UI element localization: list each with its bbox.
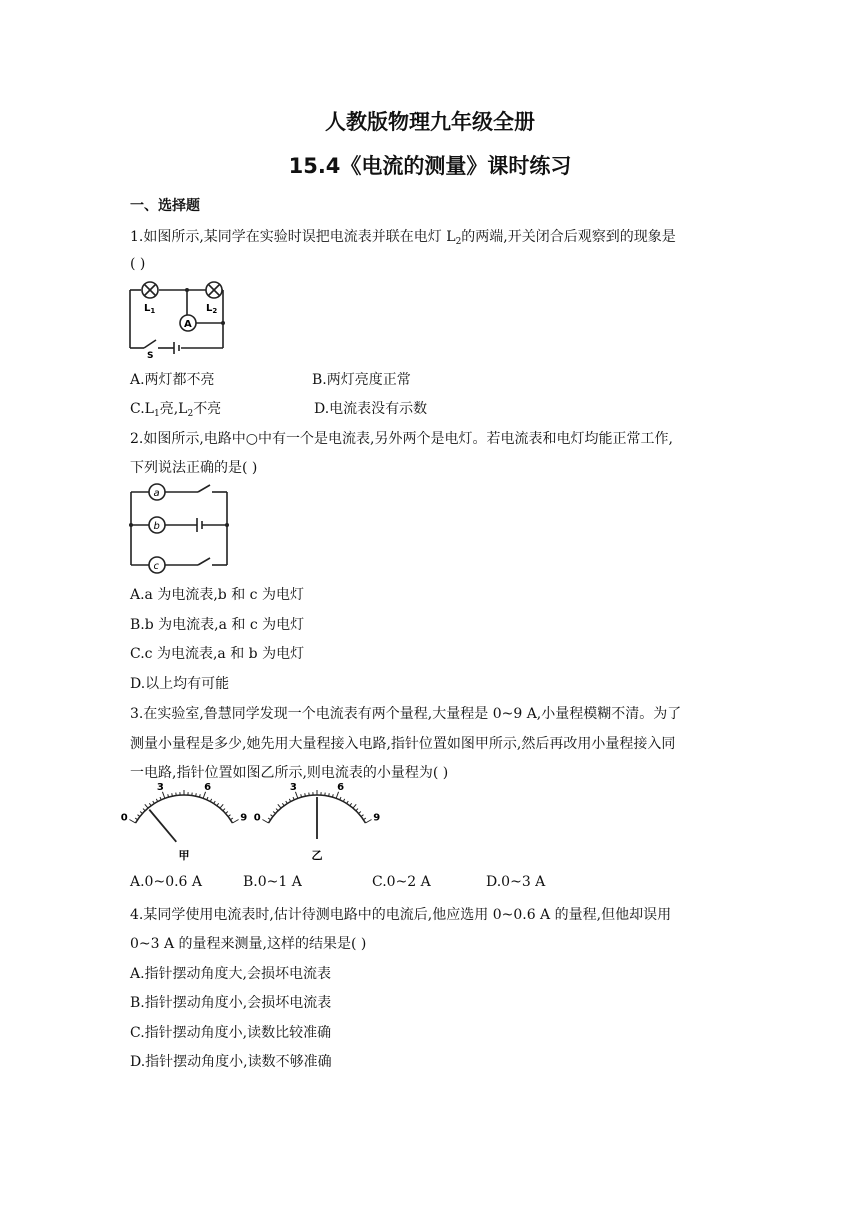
question-4-line-1: 4.某同学使用电流表时,估计待测电路中的电流后,他应选用 0~0.6 A 的量程,但他却误用 xyxy=(130,907,672,923)
meter-tick xyxy=(210,799,211,802)
meter-tick xyxy=(273,812,275,814)
question-3-line-2: 测量小量程是多少,她先用大量程接入电路,指针位置如图甲所示,然后再改用小量程接入同 xyxy=(130,736,676,752)
meter-tick-label: 6 xyxy=(204,782,212,794)
meter-tick xyxy=(276,809,278,811)
q1-lamp1-label: $L_1$ xyxy=(144,303,156,315)
q2-option-a: A.a 为电流表,b 和 c 为电灯 xyxy=(130,587,304,603)
q3-meter-figure xyxy=(120,782,385,865)
meter-tick xyxy=(214,801,216,804)
page-title: 人教版物理九年级全册 xyxy=(325,110,535,134)
q2-option-c: C.c 为电流表,a 和 b 为电灯 xyxy=(130,646,305,662)
meter-tick xyxy=(232,820,238,824)
q1-option-c-part: C.L xyxy=(130,401,154,417)
q3-option-a: A.0~0.6 A xyxy=(130,874,203,890)
q1-option-a: A.两灯都不亮 xyxy=(130,372,215,388)
meter-tick xyxy=(172,793,173,796)
meter-tick xyxy=(329,793,330,796)
q4-option-a: A.指针摆动角度大,会损坏电流表 xyxy=(130,966,332,982)
meter-tick xyxy=(143,809,145,811)
q3-option-d: D.0~3 A xyxy=(486,874,546,890)
question-1-text xyxy=(130,226,676,247)
meter-tick xyxy=(230,818,232,820)
meter-tick-label: 3 xyxy=(156,782,164,794)
meter-tick-label: 3 xyxy=(289,782,297,794)
meter-tick xyxy=(350,803,352,805)
meter-tick xyxy=(156,799,157,802)
meter-tick xyxy=(129,820,135,824)
q1-ammeter-label: A xyxy=(184,319,192,330)
q1-text-part: 1.如图所示,某同学在实验时误把电流表并联在电灯 L xyxy=(130,229,456,245)
question-4-line-2: 0~3 A 的量程来测量,这样的结果是( ) xyxy=(130,936,367,952)
meter-yi xyxy=(254,782,381,862)
q1-text-part: 的两端,开关闭合后观察到的现象是 xyxy=(461,229,676,245)
meter-tick xyxy=(356,809,358,811)
q1-option-c-part: 不亮 xyxy=(193,401,222,417)
q2-option-b: B.b 为电流表,a 和 c 为电灯 xyxy=(130,617,305,633)
meter-jia-label: 甲 xyxy=(178,849,190,862)
meter-tick-label: 6 xyxy=(337,782,345,794)
q2-meter-c-label: c xyxy=(153,561,159,572)
q1-option-b: B.两灯亮度正常 xyxy=(312,372,411,388)
meter-needle xyxy=(149,810,176,842)
meter-tick xyxy=(305,793,306,796)
meter-tick xyxy=(149,803,151,805)
meter-tick xyxy=(365,820,371,824)
meter-tick-label: 0 xyxy=(253,812,261,824)
question-1-blank: ( ) xyxy=(130,256,146,272)
q1-option-c-sub: 1 xyxy=(153,409,160,419)
q1-circuit-diagram xyxy=(128,280,224,361)
meter-arc xyxy=(136,795,233,823)
page-subtitle: 15.4《电流的测量》课时练习 xyxy=(288,154,572,178)
q1-option-c xyxy=(130,398,221,419)
q1-subscript: 2 xyxy=(455,237,462,247)
q4-option-b: B.指针摆动角度小,会损坏电流表 xyxy=(130,995,332,1011)
meter-tick xyxy=(220,804,223,808)
meter-tick-label: 0 xyxy=(120,812,128,824)
q1-switch-label: S xyxy=(147,351,154,361)
q2-meter-b-label: b xyxy=(153,521,160,532)
question-2-line-2: 下列说法正确的是( ) xyxy=(130,460,258,476)
meter-tick xyxy=(282,803,284,805)
q1-option-c-sub: 2 xyxy=(187,409,194,419)
meter-tick-label: 9 xyxy=(373,812,381,824)
meter-tick xyxy=(289,799,290,802)
meter-tick xyxy=(153,801,155,804)
q2-circuit-diagram xyxy=(128,480,232,576)
q1-option-d: D.电流表没有示数 xyxy=(314,401,428,417)
meter-tick xyxy=(359,812,361,814)
meter-tick-label: 9 xyxy=(240,812,248,824)
meter-tick xyxy=(138,815,140,817)
meter-tick xyxy=(145,804,148,808)
q3-option-c: C.0~2 A xyxy=(372,874,431,890)
question-3-line-1: 3.在实验室,鲁慧同学发现一个电流表有两个量程,大量程是 0~9 A,小量程模糊不清。为了 xyxy=(130,706,682,722)
meter-jia xyxy=(121,782,248,862)
meter-tick xyxy=(347,801,349,804)
q1-lamp2-label: $L_2$ xyxy=(206,303,218,315)
q2-option-d: D.以上均有可能 xyxy=(130,676,230,692)
meter-tick xyxy=(343,799,344,802)
meter-tick xyxy=(363,818,365,820)
question-3-line-3: 一电路,指针位置如图乙所示,则电流表的小量程为( ) xyxy=(130,765,449,781)
meter-tick xyxy=(278,804,281,808)
meter-tick xyxy=(286,801,288,804)
meter-tick xyxy=(135,818,137,820)
meter-tick xyxy=(217,803,219,805)
meter-tick xyxy=(223,809,225,811)
meter-tick xyxy=(353,804,356,808)
q2-meter-a-label: a xyxy=(153,488,160,499)
meter-tick xyxy=(196,793,197,796)
q4-option-c: C.指针摆动角度小,读数比较准确 xyxy=(130,1025,332,1041)
meter-tick xyxy=(271,815,273,817)
section-heading: 一、选择题 xyxy=(130,198,200,214)
q1-option-c-part: 亮,L xyxy=(159,401,188,417)
q3-option-b: B.0~1 A xyxy=(243,874,302,890)
meter-tick xyxy=(268,818,270,820)
meter-tick xyxy=(226,812,228,814)
meter-yi-label: 乙 xyxy=(311,849,323,862)
q4-option-d: D.指针摆动角度小,读数不够准确 xyxy=(130,1054,332,1070)
question-2-line-1: 2.如图所示,电路中○中有一个是电流表,另外两个是电灯。若电流表和电灯均能正常工作, xyxy=(130,431,673,447)
meter-tick xyxy=(262,820,268,824)
meter-tick xyxy=(361,815,363,817)
meter-tick xyxy=(140,812,142,814)
meter-tick xyxy=(228,815,230,817)
